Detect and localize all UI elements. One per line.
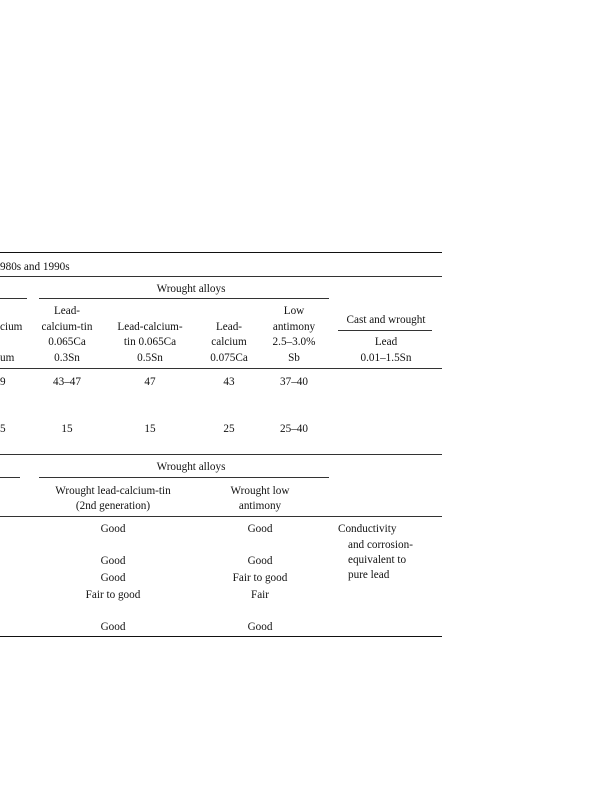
row1-value-2: 47 xyxy=(144,376,156,388)
bottom-col2-value-4: Fair xyxy=(250,589,270,601)
wrought-group-underline xyxy=(39,298,329,299)
col-header-ca-tin-05-l1: Lead-calcium- xyxy=(117,321,183,333)
table-bottom-rule xyxy=(0,636,442,637)
lead-header-l1: Lead xyxy=(374,336,398,348)
note-line-4: pure lead xyxy=(348,569,390,581)
col-header-ca-l2: calcium xyxy=(211,336,247,348)
bottom-col1-header-l2: (2nd generation) xyxy=(75,500,151,512)
note-line-3: equivalent to xyxy=(348,554,407,566)
table-top-rule xyxy=(0,252,442,253)
col-header-ca-tin-05-l2: tin 0.065Ca xyxy=(123,336,177,348)
partial-col-underline xyxy=(0,298,27,299)
bottom-col1-value-1: Good xyxy=(100,523,126,535)
col-header-sb-l3: 2.5–3.0% xyxy=(272,336,316,348)
cast-wrought-underline xyxy=(338,330,432,331)
row2-value-2: 15 xyxy=(144,423,156,435)
bottom-col1-value-4: Fair to good xyxy=(85,589,141,601)
row1-partial-value: 9 xyxy=(0,376,6,388)
table-title-fragment: 980s and 1990s xyxy=(0,261,70,273)
bottom-col2-header-l1: Wrought low xyxy=(230,485,290,497)
bottom-col2-value-5: Good xyxy=(247,621,273,633)
col-header-ca-tin-03-l4: 0.3Sn xyxy=(54,352,80,364)
bottom-partial-underline xyxy=(0,477,20,478)
bottom-col1-value-5: Good xyxy=(100,621,126,633)
note-line-2: and corrosion- xyxy=(348,539,413,551)
bottom-col2-header-l2: antimony xyxy=(238,500,282,512)
row2-value-1: 15 xyxy=(61,423,73,435)
row2-value-3: 25 xyxy=(223,423,235,435)
lead-header-l2: 0.01–1.5Sn xyxy=(360,352,412,364)
row1-value-4: 37–40 xyxy=(280,376,308,388)
col-header-ca-tin-03-l2: calcium-tin xyxy=(41,321,93,333)
col-header-sb-l1: Low xyxy=(283,305,305,317)
bottom-table-top-rule xyxy=(0,454,442,455)
row2-value-4: 25–40 xyxy=(280,423,308,435)
col-header-sb-l4: Sb xyxy=(288,352,300,364)
header-bottom-rule xyxy=(0,368,442,369)
bottom-col1-value-3: Good xyxy=(100,572,126,584)
bottom-header-rule xyxy=(0,516,442,517)
note-line-1: Conductivity xyxy=(338,523,397,535)
bottom-col2-value-3: Fair to good xyxy=(232,572,288,584)
row2-partial-value: 5 xyxy=(0,423,6,435)
col-header-sb-l2: antimony xyxy=(272,321,316,333)
bottom-col1-header-l1: Wrought lead-calcium-tin xyxy=(55,485,171,497)
col-header-ca-tin-05-l3: 0.5Sn xyxy=(137,352,163,364)
top-group-header: Wrought alloys xyxy=(156,283,226,295)
bottom-col2-value-2: Good xyxy=(247,555,273,567)
col-header-ca-tin-03-l3: 0.065Ca xyxy=(48,336,86,348)
col-header-ca-tin-03-l1: Lead- xyxy=(53,305,81,317)
row1-value-3: 43 xyxy=(223,376,235,388)
partial-col-header-1: cium xyxy=(0,321,23,333)
bottom-group-header: Wrought alloys xyxy=(156,461,226,473)
row1-value-1: 43–47 xyxy=(53,376,81,388)
bottom-col1-value-2: Good xyxy=(100,555,126,567)
partial-col-header-2: um xyxy=(0,352,15,364)
cast-wrought-header: Cast and wrought xyxy=(346,314,426,326)
bottom-col2-value-1: Good xyxy=(247,523,273,535)
title-underline xyxy=(0,276,442,277)
bottom-group-underline xyxy=(39,477,329,478)
col-header-ca-l3: 0.075Ca xyxy=(210,352,248,364)
col-header-ca-l1: Lead- xyxy=(215,321,243,333)
